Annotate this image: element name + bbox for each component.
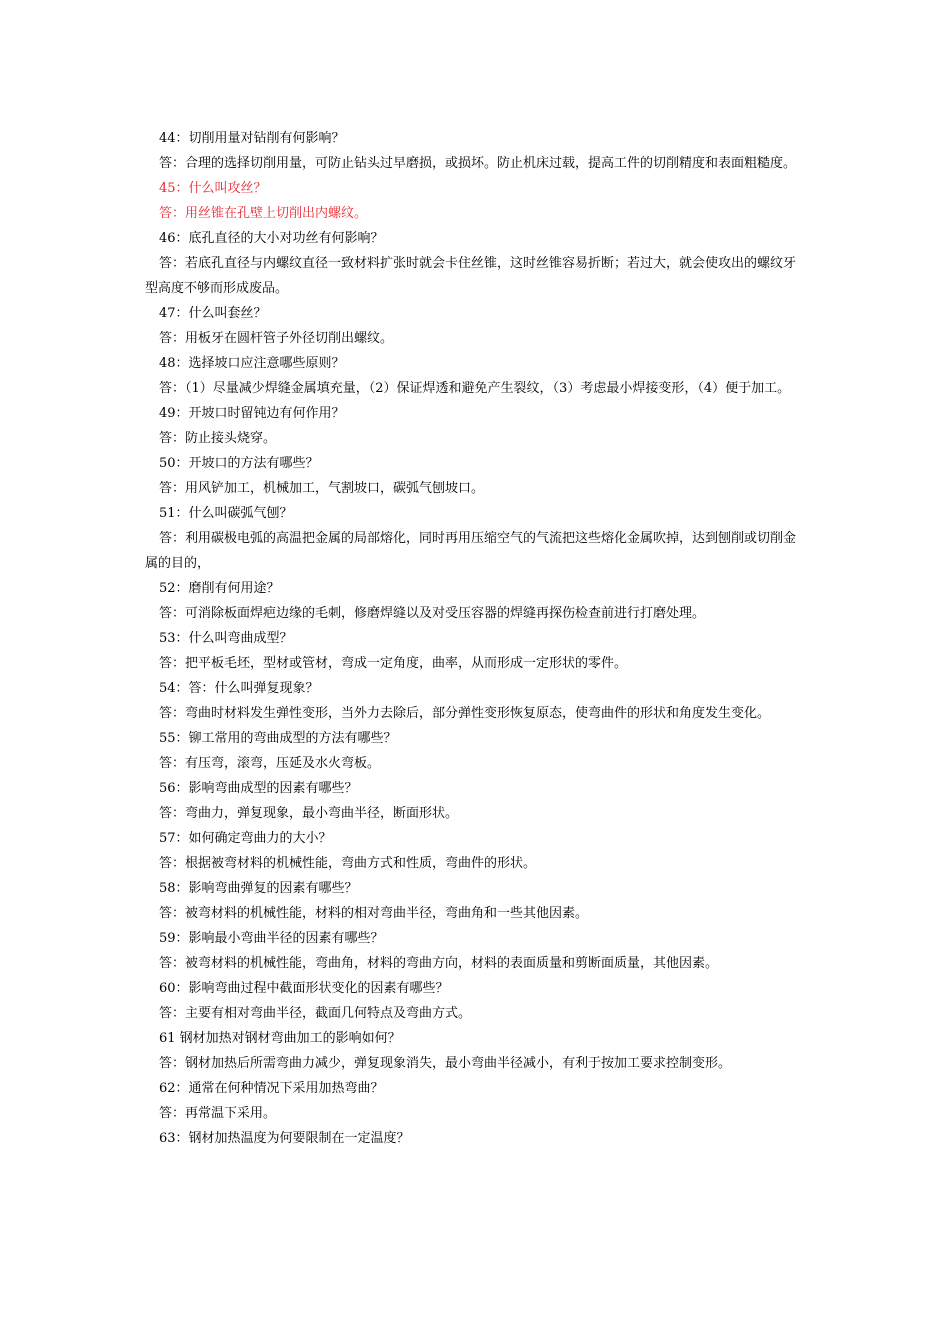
answer-paragraph: 答：把平板毛坯，型材或管材，弯成一定角度，曲率，从而形成一定形状的零件。 bbox=[159, 656, 628, 671]
answer-paragraph: 答：根据被弯材料的机械性能，弯曲方式和性质，弯曲件的形状。 bbox=[159, 856, 537, 871]
answer-paragraph: 答：（1）尽量减少焊缝金属填充量，（2）保证焊透和避免产生裂纹，（3）考虑最小焊接变形，（4）便于加工。 bbox=[159, 381, 791, 396]
question-paragraph: 49：开坡口时留钝边有何作用？ bbox=[159, 406, 345, 421]
question-paragraph: 53：什么叫弯曲成型？ bbox=[159, 631, 293, 646]
question-paragraph: 59：影响最小弯曲半径的因素有哪些？ bbox=[159, 931, 384, 946]
question-paragraph: 56：影响弯曲成型的因素有哪些？ bbox=[159, 781, 358, 796]
answer-paragraph: 答：再常温下采用。 bbox=[159, 1106, 277, 1121]
answer-paragraph: 答：用风铲加工，机械加工，气割坡口，碳弧气刨坡口。 bbox=[159, 481, 485, 496]
answer-paragraph: 答：合理的选择切削用量，可防止钻头过早磨损，或损坏。防止机床过载，提高工件的切削精度和表面粗糙度。 bbox=[159, 156, 797, 171]
question-paragraph: 47：什么叫套丝？ bbox=[159, 306, 267, 321]
question-paragraph: 46：底孔直径的大小对功丝有何影响？ bbox=[159, 231, 384, 246]
question-paragraph: 58：影响弯曲弹复的因素有哪些？ bbox=[159, 881, 358, 896]
question-paragraph: 63：钢材加热温度为何要限制在一定温度？ bbox=[159, 1131, 410, 1146]
answer-paragraph: 答：弯曲力，弹复现象，最小弯曲半径，断面形状。 bbox=[159, 806, 459, 821]
question-paragraph: 45：什么叫攻丝？ bbox=[159, 181, 267, 196]
question-paragraph: 52：磨削有何用途？ bbox=[159, 581, 280, 596]
answer-paragraph: 答：用板牙在圆杆管子外径切削出螺纹。 bbox=[159, 331, 394, 346]
answer-paragraph: 答：钢材加热后所需弯曲力减少，弹复现象消失，最小弯曲半径减小，有利于按加工要求控制变形。 bbox=[159, 1056, 732, 1071]
answer-paragraph: 答：被弯材料的机械性能，材料的相对弯曲半径，弯曲角和一些其他因素。 bbox=[159, 906, 589, 921]
question-paragraph: 50：开坡口的方法有哪些？ bbox=[159, 456, 319, 471]
question-paragraph: 48：选择坡口应注意哪些原则？ bbox=[159, 356, 345, 371]
answer-paragraph: 答：弯曲时材料发生弹性变形，当外力去除后，部分弹性变形恢复原态，使弯曲件的形状和角度发生变化。 bbox=[159, 706, 771, 721]
document-body bbox=[145, 126, 807, 1151]
answer-paragraph: 答：可消除板面焊疤边缘的毛刺，修磨焊缝以及对受压容器的焊缝再探伤检查前进行打磨处理。 bbox=[159, 606, 706, 621]
question-paragraph: 60：影响弯曲过程中截面形状变化的因素有哪些？ bbox=[159, 981, 449, 996]
answer-paragraph: 答：若底孔直径与内螺纹直径一致材料扩张时就会卡住丝锥，这时丝锥容易折断；若过大，就会使攻出的螺纹牙型高度不够而形成废品。 bbox=[145, 256, 797, 296]
answer-paragraph: 答：有压弯，滚弯，压延及水火弯板。 bbox=[159, 756, 381, 771]
question-paragraph: 61 钢材加热对钢材弯曲加工的影响如何？ bbox=[159, 1031, 401, 1046]
answer-paragraph: 答：被弯材料的机械性能，弯曲角，材料的弯曲方向，材料的表面质量和剪断面质量，其他因素。 bbox=[159, 956, 719, 971]
question-paragraph: 57：如何确定弯曲力的大小？ bbox=[159, 831, 332, 846]
answer-paragraph: 答：主要有相对弯曲半径，截面几何特点及弯曲方式。 bbox=[159, 1006, 472, 1021]
question-paragraph: 54：答：什么叫弹复现象？ bbox=[159, 681, 319, 696]
answer-paragraph: 答：防止接头烧穿。 bbox=[159, 431, 277, 446]
answer-paragraph: 答：用丝锥在孔壁上切削出内螺纹。 bbox=[159, 206, 368, 221]
answer-paragraph: 答：利用碳极电弧的高温把金属的局部熔化，同时再用压缩空气的气流把这些熔化金属吹掉，达到刨削或切削金属的目的， bbox=[145, 531, 797, 571]
question-paragraph: 55：铆工常用的弯曲成型的方法有哪些？ bbox=[159, 731, 397, 746]
question-paragraph: 62：通常在何种情况下采用加热弯曲？ bbox=[159, 1081, 384, 1096]
question-paragraph: 44：切削用量对钻削有何影响？ bbox=[159, 131, 345, 146]
question-paragraph: 51：什么叫碳弧气刨？ bbox=[159, 506, 293, 521]
